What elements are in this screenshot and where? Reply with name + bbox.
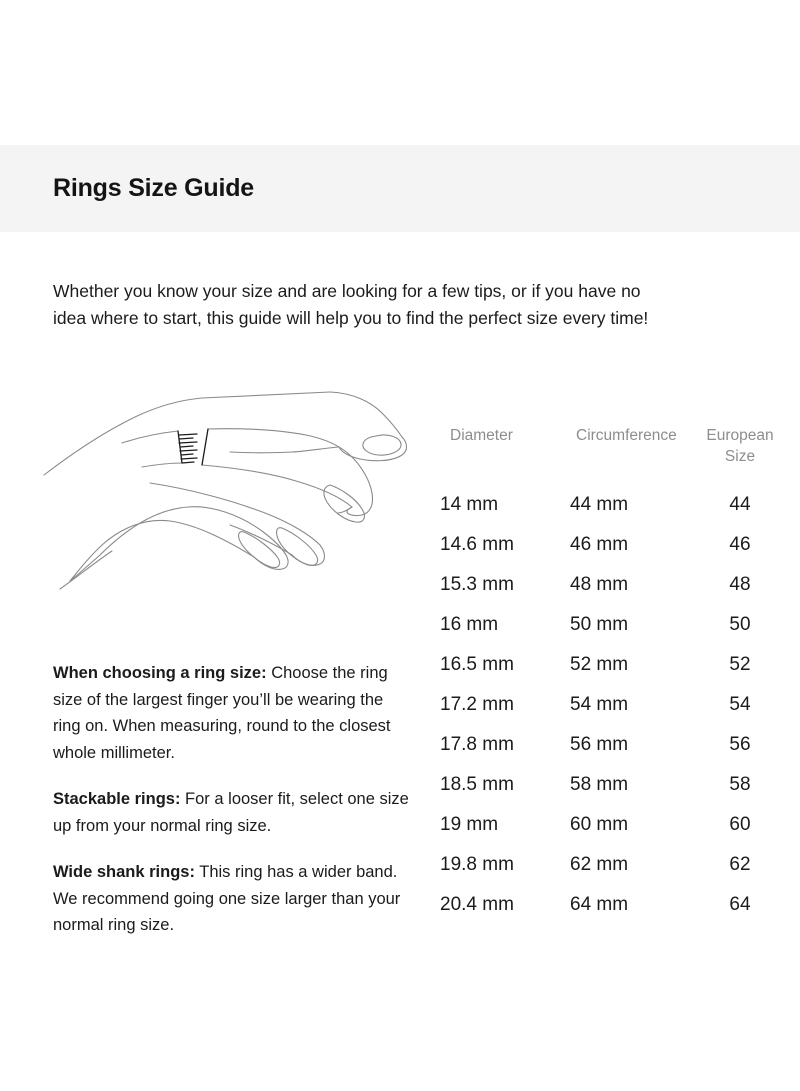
cell-circumference: 50 mm <box>570 614 629 635</box>
column-header-diameter: Diameter <box>450 427 513 444</box>
table-body <box>440 485 780 925</box>
table-row <box>440 765 780 805</box>
tips-section <box>53 660 413 939</box>
ring-size-table <box>440 425 780 925</box>
tip-body: Choose the ring size of the largest finger you’ll be wearing the ring on. When measuring, round to the closest whole millimeter. <box>53 664 391 762</box>
column-header-circumference: Circumference <box>576 427 677 444</box>
ring-finger-top-left <box>122 431 178 443</box>
tip-body: For a looser fit, select one size up from your normal ring size. <box>53 790 409 835</box>
cell-diameter: 14 mm <box>440 494 499 515</box>
middle-finger-top <box>150 483 320 545</box>
index-finger-bottom <box>230 447 339 453</box>
ring-finger-bottom-right <box>202 465 352 507</box>
cell-diameter: 16.5 mm <box>440 654 514 675</box>
cell-european-size: 54 <box>729 694 751 715</box>
cell-circumference: 46 mm <box>570 534 629 555</box>
index-finger-top <box>330 392 402 437</box>
hand-illustration <box>30 385 430 635</box>
cell-european-size: 60 <box>729 814 751 835</box>
tip-choosing-ring-size <box>53 660 413 766</box>
cell-circumference: 44 mm <box>570 494 629 515</box>
table-row <box>440 525 780 565</box>
cell-circumference: 48 mm <box>570 574 629 595</box>
table-row <box>440 565 780 605</box>
table-row <box>440 605 780 645</box>
cell-diameter: 15.3 mm <box>440 574 514 595</box>
table-header-row <box>440 425 780 485</box>
wrist-edge <box>70 555 100 581</box>
middle-fingernail <box>277 528 318 566</box>
tape-right-edge <box>202 429 208 465</box>
cell-diameter: 17.2 mm <box>440 694 514 715</box>
cell-circumference: 58 mm <box>570 774 629 795</box>
index-fingernail <box>363 435 401 455</box>
table-row <box>440 685 780 725</box>
table-row <box>440 645 780 685</box>
table-row <box>440 725 780 765</box>
middle-fingertip <box>292 545 325 565</box>
palm-lower-edge <box>60 551 112 589</box>
table-row <box>440 805 780 845</box>
cell-diameter: 20.4 mm <box>440 894 514 915</box>
tip-label: Stackable rings: <box>53 790 181 808</box>
cell-european-size: 56 <box>729 734 751 755</box>
pinky-bottom <box>70 520 254 581</box>
page-title: Rings Size Guide <box>53 174 254 202</box>
cell-european-size: 58 <box>729 774 751 795</box>
tape-tick-marks <box>179 434 197 463</box>
tip-wide-shank-rings <box>53 859 413 939</box>
cell-european-size: 46 <box>729 534 751 555</box>
pinky-top <box>100 507 286 555</box>
cell-european-size: 50 <box>729 614 751 635</box>
cell-circumference: 64 mm <box>570 894 629 915</box>
table-row <box>440 885 780 925</box>
table-header <box>440 425 780 485</box>
cell-circumference: 52 mm <box>570 654 629 675</box>
cell-circumference: 54 mm <box>570 694 629 715</box>
cell-circumference: 60 mm <box>570 814 629 835</box>
cell-european-size: 64 <box>729 894 751 915</box>
cell-european-size: 44 <box>729 494 751 515</box>
tip-body: This ring has a wider band. We recommend going one size larger than your normal ring size. <box>53 863 401 934</box>
ring-fingertip <box>347 457 373 516</box>
tip-label: Wide shank rings: <box>53 863 195 881</box>
column-header-european-size: European Size <box>706 427 774 465</box>
ring-fingertip-inner <box>338 507 352 513</box>
cell-diameter: 18.5 mm <box>440 774 514 795</box>
cell-diameter: 14.6 mm <box>440 534 514 555</box>
ring-fingernail <box>324 485 365 522</box>
ring-finger-bottom-left <box>142 463 182 467</box>
tip-stackable-rings <box>53 786 413 839</box>
cell-european-size: 48 <box>729 574 751 595</box>
header-band <box>0 145 800 232</box>
intro-paragraph: Whether you know your size and are looking for a few tips, or if you have no idea where to start, this guide will help you to find the perfect size every time! <box>53 280 649 328</box>
cell-diameter: 16 mm <box>440 614 499 635</box>
size-table <box>440 425 780 925</box>
cell-circumference: 62 mm <box>570 854 629 875</box>
cell-circumference: 56 mm <box>570 734 629 755</box>
index-fingertip <box>339 437 407 461</box>
cell-diameter: 17.8 mm <box>440 734 514 755</box>
cell-european-size: 62 <box>729 854 751 875</box>
cell-european-size: 52 <box>729 654 751 675</box>
cell-diameter: 19.8 mm <box>440 854 514 875</box>
tip-label: When choosing a ring size: <box>53 664 267 682</box>
table-row <box>440 845 780 885</box>
table-row <box>440 485 780 525</box>
cell-diameter: 19 mm <box>440 814 499 835</box>
